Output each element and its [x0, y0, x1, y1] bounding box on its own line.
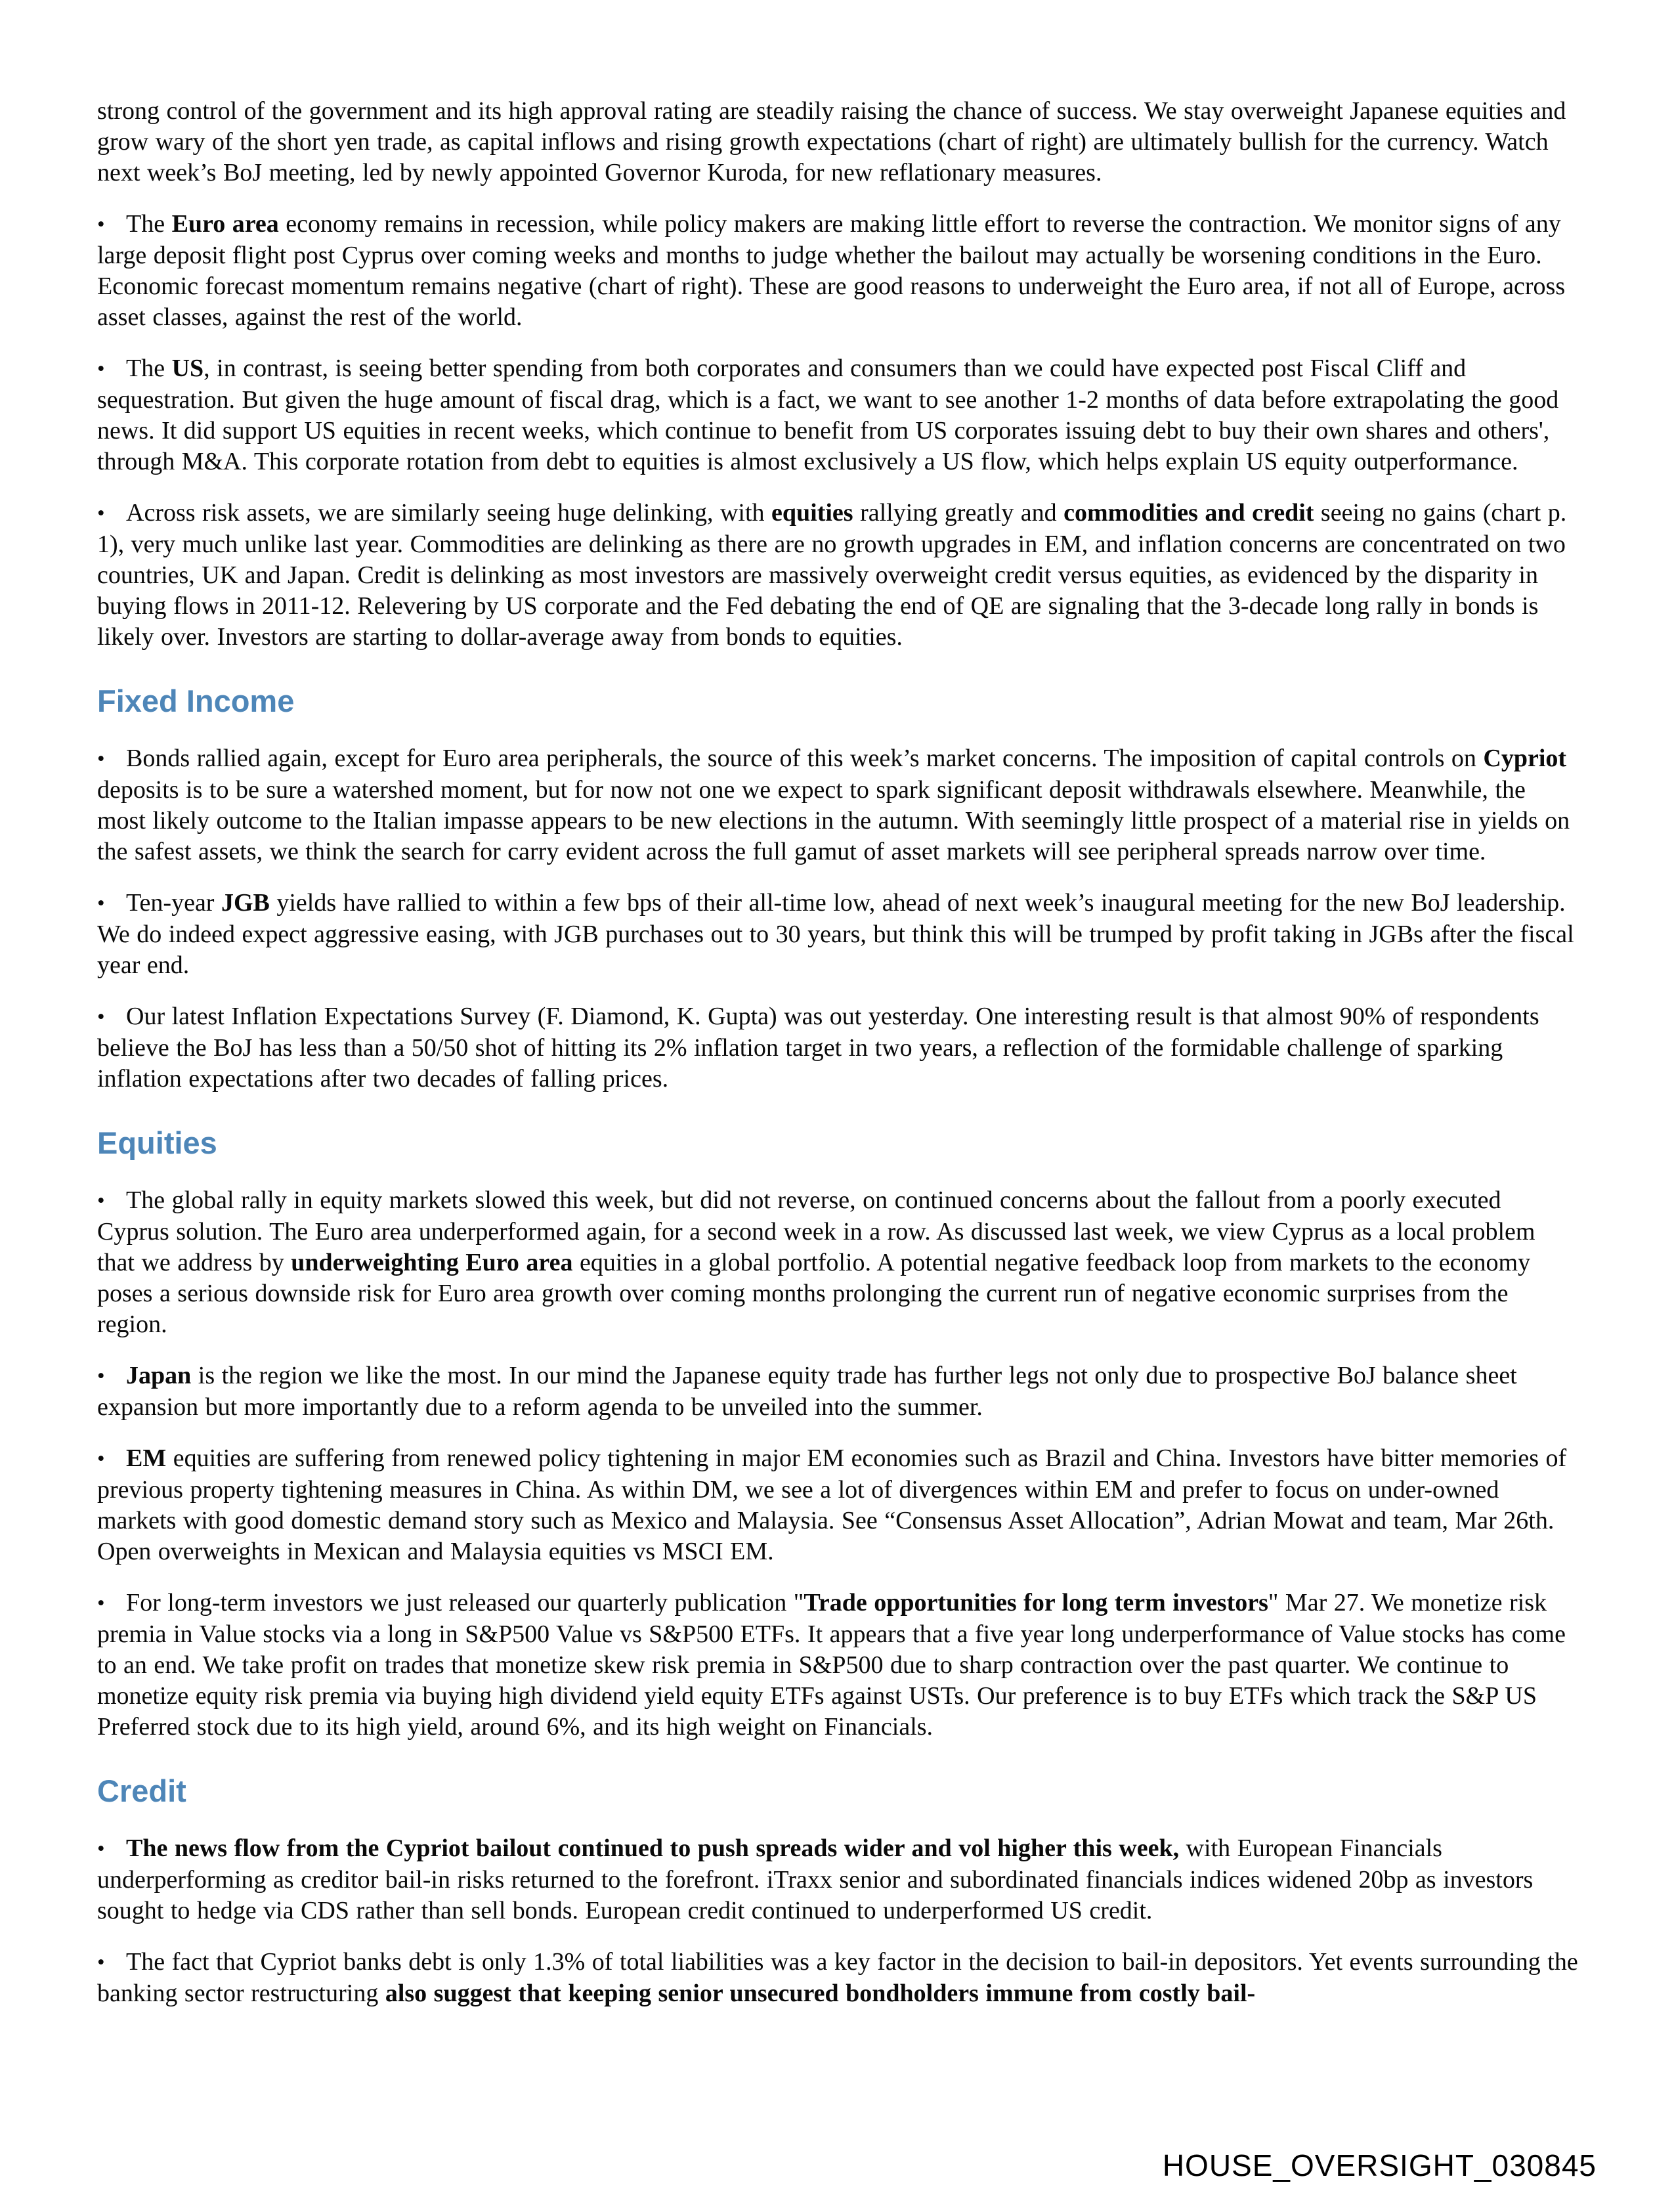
bullet-marker-icon: • — [97, 747, 105, 771]
text-run: with European Financials underperforming as creditor bail-in risks returned to the forefront. iTraxx senior and subordinated financials indices widened 20bp as investors sought to hedge via CDS rather than sell bonds. European credit continued to underperformed US credit. — [97, 1834, 1534, 1924]
bold-text-run: Trade opportunities for long term investors — [804, 1589, 1268, 1616]
bullet-marker-icon: • — [97, 502, 105, 525]
bates-number: HOUSE_OVERSIGHT_030845 — [1162, 2148, 1597, 2182]
text-run: yields have rallied to within a few bps of their all-time low, ahead of next week’s inaugural meeting for the new BoJ leadership. We do indeed expect aggressive easing, with JGB purchases out to 30 years, but think this will be trumped by profit taking in JGBs after the fiscal year end. — [97, 889, 1574, 979]
text-run: Ten-year — [126, 889, 221, 917]
bullet-risk-assets — [97, 498, 1578, 653]
intro-paragraph — [97, 96, 1578, 188]
text-run: is the region we like the most. In our mind the Japanese equity trade has further legs not only due to prospective BoJ balance sheet expansion but more importantly due to a reform agenda to be unveiled into the summer. — [97, 1362, 1517, 1421]
bullet-marker-icon: • — [97, 1447, 105, 1471]
bullet-euro-area — [97, 209, 1578, 333]
bullet-marker-icon: • — [97, 213, 105, 236]
bullet-marker-icon: • — [97, 1189, 105, 1213]
bullet-global-rally — [97, 1185, 1578, 1340]
text-run: The global rally in equity markets slowed this week, but did not reverse, on continued concerns about the fallout from a poorly executed Cyprus solution. The Euro area underperformed again, for a second week in a row. As discussed last week, we view Cyprus as a local problem that we address by — [97, 1186, 1535, 1276]
text-run: Bonds rallied again, except for Euro area peripherals, the source of this week’s market concerns. The imposition of capital controls on — [126, 745, 1484, 772]
section-heading-credit: Credit — [97, 1773, 186, 1808]
bullet-marker-icon: • — [97, 1005, 105, 1029]
text-run: rallying greatly and — [853, 499, 1064, 527]
text-run: economy remains in recession, while policy makers are making little effort to reverse the contraction. We monitor signs of any large deposit flight post Cyprus over coming weeks and months to judge whether the bailout may actually be worsening conditions in the Euro. Economic forecast momentum remains negative (chart of right). These are good reasons to underweight the Euro area, if not all of Europe, across asset classes, against the rest of the world. — [97, 210, 1566, 331]
text-run: seeing no gains (chart p. 1), very much unlike last year. Commodities are delinking as there are no growth upgrades in EM, and inflation concerns are concentrated on two countries, UK and Japan. Credit is delinking as most investors are massively overweight credit versus equities, as evidenced by the disparity in buying flows in 2011-12. Relevering by US corporate and the Fed debating the end of QE are signaling that the 3-decade long rally in bonds is likely over. Investors are starting to dollar-average away from bonds to equities. — [97, 499, 1567, 651]
bullet-marker-icon: • — [97, 1951, 105, 1974]
text-run: For long-term investors we just released our quarterly publication " — [126, 1589, 804, 1616]
bullet-bonds-rallied — [97, 743, 1578, 867]
bullet-long-term-investors — [97, 1588, 1578, 1743]
bullet-cypriot-banks-debt — [97, 1947, 1578, 2009]
section-heading-fixed-income: Fixed Income — [97, 683, 295, 718]
document-content — [97, 96, 1578, 2029]
bold-text-run: Cypriot — [1483, 745, 1567, 772]
bold-text-run: Euro area — [171, 210, 279, 238]
bullet-marker-icon: • — [97, 1364, 105, 1388]
text-run: The fact that Cypriot banks debt is only 1.3% of total liabilities was a key factor in the decision to bail-in depositors. Yet events surrounding the banking sector restructuring — [97, 1948, 1578, 2007]
bullet-marker-icon: • — [97, 892, 105, 915]
bullet-marker-icon: • — [97, 357, 105, 381]
text-run: equities are suffering from renewed policy tightening in major EM economies such as Brazil and China. Investors have bitter memories of previous property tightening measures in China. As within DM, we see a lot of divergences within EM and prefer to focus on under-owned markets with good domestic demand story such as Mexico and Malaysia. See “Consensus Asset Allocation”, Adrian Mowat and team, Mar 26th. Open overweights in Mexican and Malaysia equities vs MSCI EM. — [97, 1444, 1567, 1565]
bold-text-run: equities — [771, 499, 853, 527]
section-heading-equities: Equities — [97, 1125, 217, 1160]
bullet-inflation-survey — [97, 1001, 1578, 1095]
bold-text-run: Japan — [126, 1362, 192, 1389]
bullet-marker-icon: • — [97, 1837, 105, 1861]
bold-text-run: underweighting Euro area — [291, 1249, 573, 1276]
bullet-em-equities — [97, 1443, 1578, 1567]
text-run: deposits is to be sure a watershed moment, but for now not one we expect to spark significant deposit withdrawals elsewhere. Meanwhile, the most likely outcome to the Italian impasse appears to be new elections in the autumn. With seemingly little prospect of a material rise in yields on the safest assets, we think the search for carry evident across the full gamut of asset markets will see peripheral spreads narrow over time. — [97, 776, 1570, 865]
bold-text-run: also suggest that keeping senior unsecured bondholders immune from costly bail- — [385, 1980, 1256, 2007]
bold-text-run: JGB — [221, 889, 270, 917]
text-run: , in contrast, is seeing better spending from both corporates and consumers than we could have expected post Fiscal Cliff and sequestration. But given the huge amount of fiscal drag, which is a fact, we want to see another 1-2 months of data before extrapolating the good news. It did support US equities in recent weeks, which continue to benefit from US corporates issuing debt to buy their own shares and others', through M&A. This corporate rotation from debt to equities is almost exclusively a US flow, which helps explain US equity outperformance. — [97, 355, 1559, 475]
bold-text-run: commodities and credit — [1063, 499, 1314, 527]
text-run: " Mar 27. We monetize risk premia in Value stocks via a long in S&P500 Value vs S&P500 ETFs. It appears that a five year long underperformance of Value stocks has come to an end. We take profit on trades that monetize skew risk premia in S&P500 due to sharp contraction over the past quarter. We continue to monetize equity risk premia via buying high dividend yield equity ETFs against USTs. Our preference is to buy ETFs which track the S&P US Preferred stock due to its high yield, around 6%, and its high weight on Financials. — [97, 1589, 1566, 1741]
bullet-us — [97, 353, 1578, 477]
text-run: The — [126, 355, 172, 382]
bullet-jgb-yields — [97, 888, 1578, 981]
text-run: strong control of the government and its high approval rating are steadily raising the chance of success. We stay overweight Japanese equities and grow wary of the short yen trade, as capital inflows and rising growth expectations (chart of right) are ultimately bullish for the currency. Watch next week’s BoJ meeting, led by newly appointed Governor Kuroda, for new reflationary measures. — [97, 97, 1566, 186]
bullet-cypriot-bailout — [97, 1833, 1578, 1926]
bullet-marker-icon: • — [97, 1592, 105, 1615]
text-run: Across risk assets, we are similarly seeing huge delinking, with — [126, 499, 772, 527]
bold-text-run: US — [171, 355, 204, 382]
text-run: equities in a global portfolio. A potential negative feedback loop from markets to the economy poses a serious downside risk for Euro area growth over coming months prolonging the current run of negative economic surprises from the region. — [97, 1249, 1531, 1338]
text-run: The — [126, 210, 172, 238]
bullet-japan — [97, 1360, 1578, 1423]
bold-text-run: EM — [126, 1444, 167, 1472]
text-run: Our latest Inflation Expectations Survey (F. Diamond, K. Gupta) was out yesterday. One interesting result is that almost 90% of respondents believe the BoJ has less than a 50/50 shot of hitting its 2% inflation target in two years, a reflection of the formidable challenge of sparking inflation expectations after two decades of falling prices. — [97, 1003, 1539, 1093]
bold-text-run: The news flow from the Cypriot bailout continued to push spreads wider and vol higher this week, — [126, 1834, 1180, 1862]
